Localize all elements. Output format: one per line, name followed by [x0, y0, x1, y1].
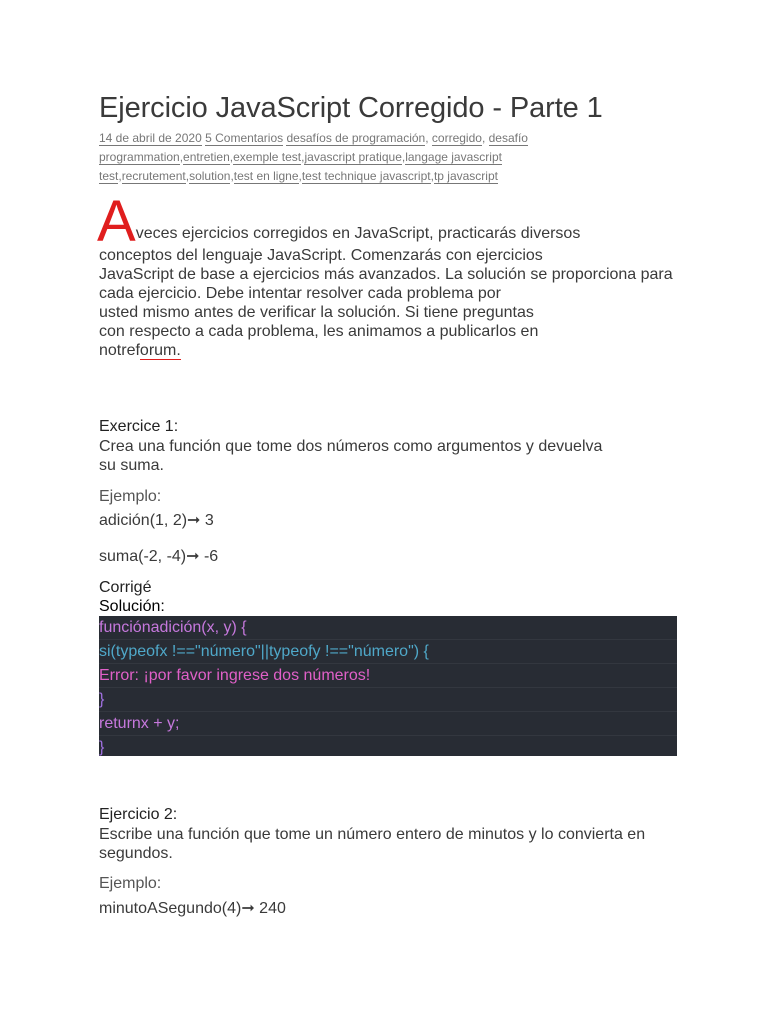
- code-line: }: [99, 739, 105, 756]
- code-line: funciónadición(x, y) {: [99, 616, 677, 640]
- code-line: }: [99, 688, 677, 712]
- tag-link[interactable]: javascript pratique: [304, 150, 402, 164]
- page-title: Ejercicio JavaScript Corregido - Parte 1: [99, 92, 603, 124]
- exercise1-example: suma(-2, -4)➞ -6: [99, 548, 219, 565]
- code-block: [99, 616, 677, 756]
- intro-line: usted mismo antes de verificar la solución. Si tiene preguntas: [99, 304, 534, 321]
- code-line: si(typeofx !=="número"||typeofy !=="número") {: [99, 640, 677, 664]
- tag-link[interactable]: corregido: [431, 131, 482, 145]
- tag-link[interactable]: recrutement: [121, 169, 186, 183]
- code-line: returnx + y;: [99, 712, 677, 736]
- solution-label: Solución:: [99, 598, 165, 615]
- exercise2-example: minutoASegundo(4)➞ 240: [99, 900, 286, 917]
- post-date-link[interactable]: 14 de abril de 2020: [99, 131, 202, 145]
- comments-link[interactable]: 5 Comentarios: [205, 131, 284, 145]
- tag-link[interactable]: desafíos de programación: [286, 131, 426, 145]
- tag-link[interactable]: entretien: [183, 150, 230, 164]
- tag-link[interactable]: test en ligne: [233, 169, 299, 183]
- intro-first-line: veces ejercicios corregidos en JavaScript, practicarás diversos: [135, 225, 581, 242]
- intro-line: con respecto a cada problema, les animamos a publicarlos en: [99, 323, 539, 340]
- exercise1-title: Exercice 1:: [99, 418, 179, 435]
- tag-link[interactable]: test technique javascript: [301, 169, 431, 183]
- tag-link[interactable]: solution: [189, 169, 231, 183]
- exercise1-example: adición(1, 2)➞ 3: [99, 512, 214, 529]
- forum-link[interactable]: orum.: [139, 342, 181, 359]
- intro-last-line: notreforum.: [99, 342, 181, 359]
- drop-cap: A: [97, 189, 134, 254]
- intro-line: JavaScript de base a ejercicios más avanzados. La solución se proporciona para: [99, 266, 673, 283]
- intro-paragraph: [97, 189, 699, 360]
- corrige-label: Corrigé: [99, 579, 152, 596]
- tag-link[interactable]: tp javascript: [433, 169, 498, 183]
- tag-link[interactable]: exemple test: [233, 150, 302, 164]
- intro-line: cada ejercicio. Debe intentar resolver cada problema por: [99, 285, 501, 302]
- exercise2-description: Escribe una función que tome un número entero de minutos y lo convierta en segundos.: [99, 826, 646, 862]
- code-line: Error: ¡por favor ingrese dos números!: [99, 664, 677, 688]
- exercise1-example-label: Ejemplo:: [99, 488, 162, 505]
- exercise2-example-label: Ejemplo:: [99, 875, 162, 892]
- exercise2-title: Ejercicio 2:: [99, 806, 178, 823]
- exercise1-description: Crea una función que tome dos números como argumentos y devuelva su suma.: [99, 438, 603, 474]
- tag-link[interactable]: desafío programmation: [99, 131, 528, 164]
- post-meta: 14 de abril de 2020 5 Comentarios desafíos de programación, corregido, desafío programmation,entretien,exemple test,javascript pratique,langage javascript test,recrutement,solution,test en ligne,test technique javascript,tp javascript: [99, 131, 528, 183]
- tag-link[interactable]: langage javascript test: [99, 150, 502, 183]
- intro-line: conceptos del lenguaje JavaScript. Comenzarás con ejercicios: [99, 247, 543, 264]
